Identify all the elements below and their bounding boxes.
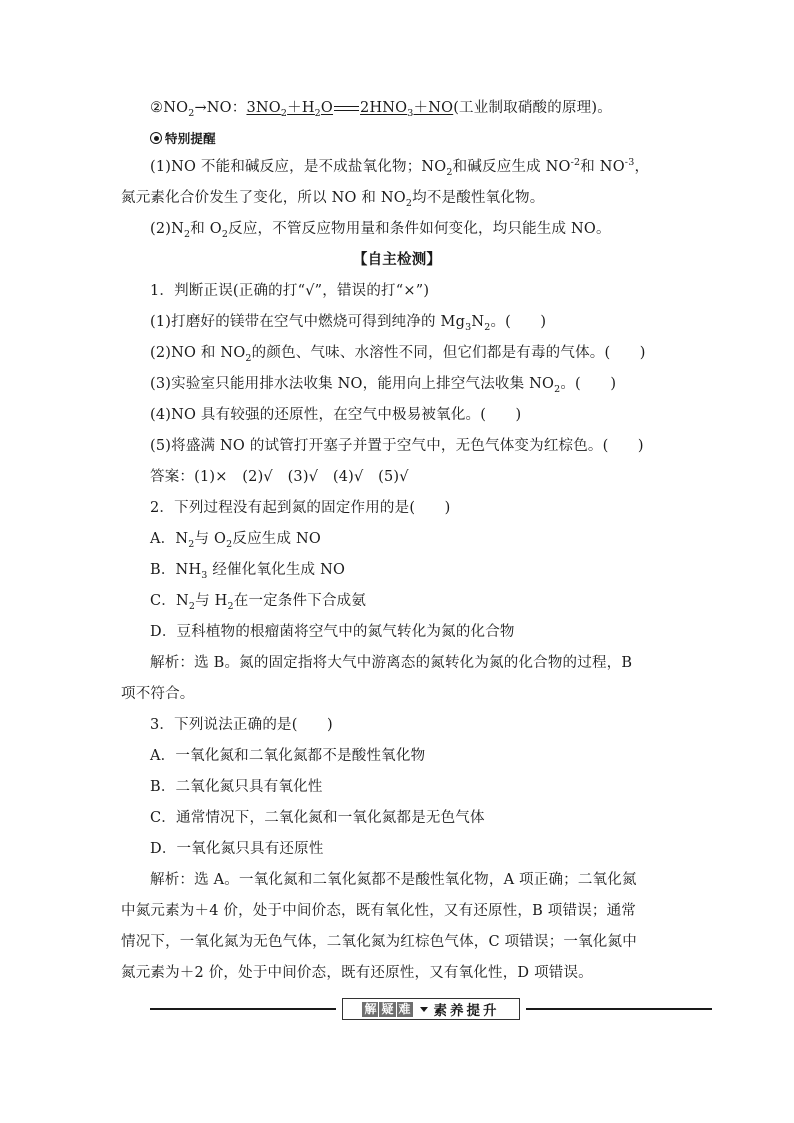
q1-item-2: (2)NO 和 $NO_2$的颜色、气味、水溶性不同，但它们都是有毒的气体。( ) — [150, 345, 646, 364]
q1-item-3: (3)实验室只能用排水法收集 NO，能用向上排空气法收集 $NO_2$。( ) — [150, 376, 617, 395]
banner-box — [342, 998, 520, 1020]
q3-explanation: 解析：选 A。一氧化氮和二氧化氮都不是酸性氧化物，A 项正确；二氧化氮 — [150, 872, 637, 888]
q3-explanation-cont-3: 氮元素为＋2 价，处于中间价态，既有还原性，又有氧化性，D 项错误。 — [121, 965, 593, 981]
q1-answer: 答案：(1)× (2)√ (3)√ (4)√ (5)√ — [150, 469, 409, 485]
q2-option-c: C．$N_2$与 $H_2$在一定条件下合成氨 — [150, 593, 367, 612]
tip-para-2: $(2)N_2$和 $O_2$反应，不管反应物用量和条件如何变化，均只能生成 NO。 — [150, 221, 611, 240]
q2-explanation-cont: 项不符合。 — [121, 686, 195, 702]
q1-item-4: (4)NO 具有较强的还原性，在空气中极易被氧化。( ) — [150, 407, 522, 423]
q2-option-a: A．$N_2$与 $O_2$反应生成 NO — [150, 531, 321, 550]
banner-tag: 难 — [398, 1001, 411, 1016]
q1-item-5: (5)将盛满 NO 的试管打开塞子并置于空气中，无色气体变为红棕色。( ) — [150, 438, 644, 454]
banner-tag: 疑 — [381, 1001, 394, 1016]
reaction-equation: $3NO_2+H_2O$ — [246, 100, 334, 119]
banner-tag: 解 — [364, 1001, 377, 1016]
tip-heading: 特别提醒 — [150, 128, 216, 150]
tip-icon — [150, 132, 162, 144]
section-title: 【自主检测】 — [352, 251, 442, 268]
q2-stem: 2．下列过程没有起到氮的固定作用的是( ) — [150, 500, 451, 516]
q1-stem: 1．判断正误(正确的打“√”，错误的打“×”) — [150, 283, 430, 299]
reaction-line: $②NO_2\to NO$：$3NO_2+H_2O$ $2HNO_3+NO$(工业制取硝酸的原理)。 — [150, 97, 612, 119]
q3-stem: 3．下列说法正确的是( ) — [150, 717, 333, 733]
banner-rule-left — [150, 1008, 336, 1010]
q2-option-d: D．豆科植物的根瘤菌将空气中的氮气转化为氮的化合物 — [150, 624, 515, 640]
triangle-icon — [420, 1007, 428, 1012]
banner-title: 素养提升 — [433, 1003, 500, 1019]
q3-option-d: D．一氧化氮只具有还原性 — [150, 841, 324, 857]
section-banner — [150, 998, 712, 1020]
banner-rule-right — [526, 1008, 712, 1010]
equals-sign — [333, 97, 360, 119]
q2-explanation: 解析：选 B。氮的固定指将大气中游离态的氮转化为氮的化合物的过程，B — [150, 655, 633, 671]
q3-explanation-cont-2: 情况下，一氧化氮为无色气体，二氧化氮为红棕色气体，C 项错误；一氧化氮中 — [121, 934, 637, 950]
q1-item-1: (1)打磨好的镁带在空气中燃烧可得到纯净的 $Mg_3N_2$。( ) — [150, 314, 547, 333]
tip-para-1-cont: 氮元素化合价发生了变化，所以 NO 和 $NO_2$均不是酸性氧化物。 — [121, 190, 545, 209]
q3-option-c: C．通常情况下，二氧化氮和一氧化氮都是无色气体 — [150, 810, 485, 826]
q3-explanation-cont-1: 中氮元素为＋4 价，处于中间价态，既有氧化性，又有还原性，B 项错误；通常 — [121, 903, 636, 919]
q2-option-b: B．$NH_3$ 经催化氧化生成 NO — [150, 562, 346, 581]
q3-option-a: A．一氧化氮和二氧化氮都不是酸性氧化物 — [150, 748, 426, 764]
q3-option-b: B．二氧化氮只具有氧化性 — [150, 779, 323, 795]
tip-para-1: (1)NO 不能和碱反应，是不成盐氧化物；$NO_2$和碱反应生成 $NO^{-2}$和 $NO^{-3}$， — [150, 157, 650, 178]
